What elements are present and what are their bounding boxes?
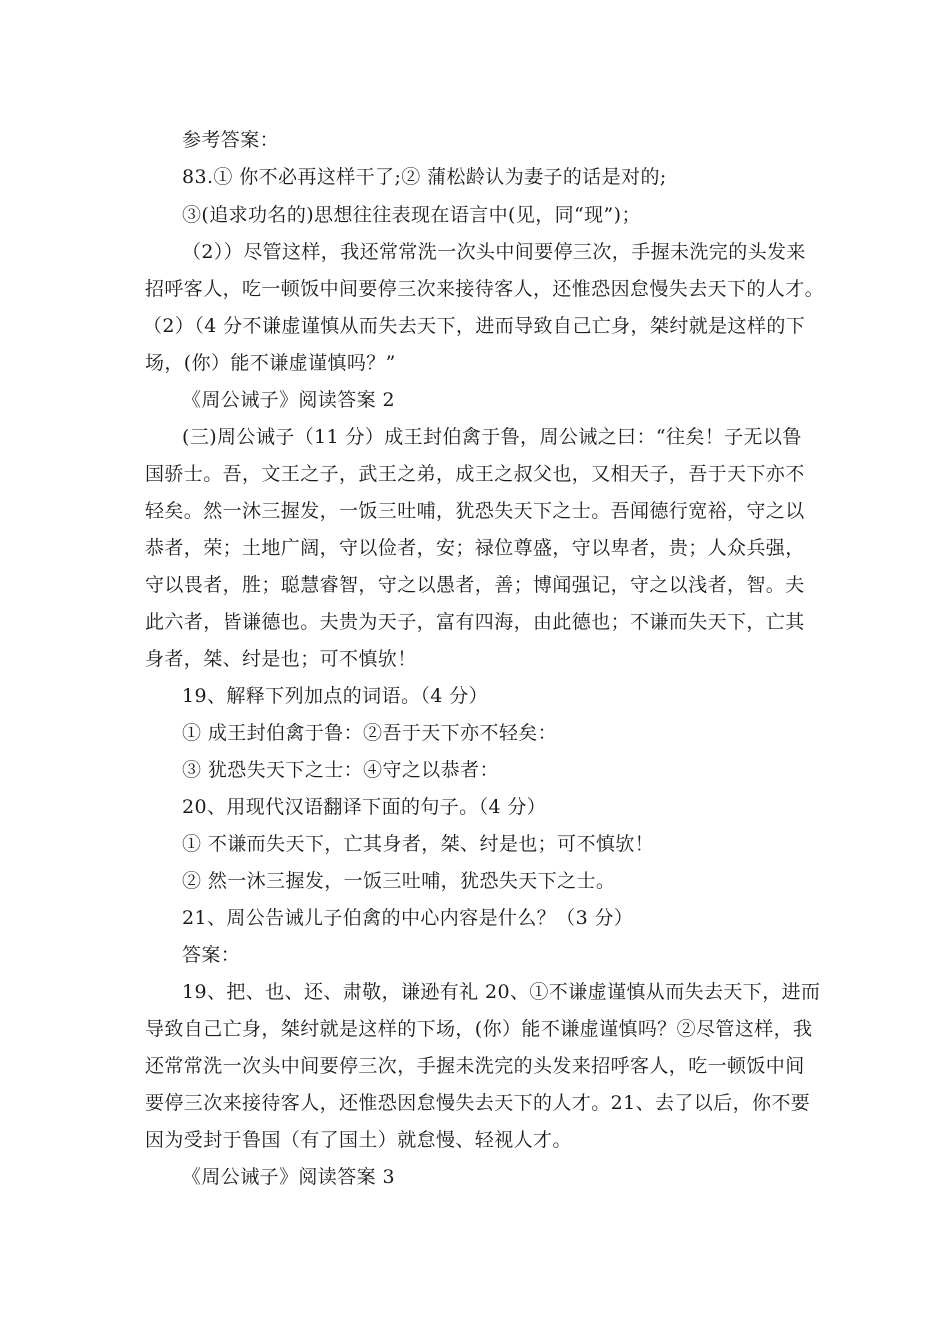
text-line: 因为受封于鲁国（有了国土）就怠慢、轻视人才。 — [145, 1129, 572, 1151]
text-line: （2））尽管这样，我还常常洗一次头中间要停三次，手握未洗完的头发来 — [182, 241, 806, 263]
text-line: 83.① 你不必再这样干了;② 蒲松龄认为妻子的话是对的; — [182, 166, 667, 188]
text-line: 场，(你）能不谦虚谨慎吗？” — [145, 352, 396, 374]
text-line: 招呼客人，吃一顿饭中间要停三次来接待客人，还惟恐因怠慢失去天下的人才。 — [145, 278, 825, 300]
text-line: ② 然一沐三握发，一饭三吐哺，犹恐失天下之士。 — [182, 870, 616, 892]
text-line: 导致自己亡身，桀纣就是这样的下场，(你）能不谦虚谨慎吗？②尽管这样，我 — [145, 1018, 813, 1040]
text-line: 19、把、也、还、肃敬，谦逊有礼 20、①不谦虚谨慎从而失去天下，进而 — [182, 981, 821, 1003]
text-line: 还常常洗一次头中间要停三次，手握未洗完的头发来招呼客人，吃一顿饭中间 — [145, 1055, 805, 1077]
question-20: 20、用现代汉语翻译下面的句子。（4 分） — [182, 796, 547, 818]
text-line: 守以畏者，胜；聪慧睿智，守之以愚者，善；博闻强记，守之以浅者，智。夫 — [145, 574, 805, 596]
text-line: ① 成王封伯禽于鲁：②吾于天下亦不轻矣： — [182, 722, 558, 744]
text-line: 轻矣。然一沐三握发，一饭三吐哺，犹恐失天下之士。吾闻德行宽裕，守之以 — [145, 500, 805, 522]
text-line: ① 不谦而失天下，亡其身者，桀、纣是也；可不慎欤！ — [182, 833, 655, 855]
answer-label: 答案： — [182, 944, 241, 966]
text-line: ③(追求功名的)思想往往表现在语言中(见，同“现”)； — [182, 204, 641, 226]
question-21: 21、周公告诫儿子伯禽的中心内容是什么？（3 分） — [182, 907, 634, 929]
text-line: (三)周公诫子（11 分）成王封伯禽于鲁，周公诫之曰：“往矣！子无以鲁 — [182, 426, 802, 448]
question-19: 19、解释下列加点的词语。（4 分） — [182, 685, 489, 707]
text-line: ③ 犹恐失天下之士：④守之以恭者： — [182, 759, 499, 781]
text-line: 要停三次来接待客人，还惟恐因怠慢失去天下的人才。21、去了以后，你不要 — [145, 1092, 811, 1114]
text-line: 身者，桀、纣是也；可不慎欤！ — [145, 648, 417, 670]
section-title: 《周公诫子》阅读答案 3 — [182, 1166, 395, 1188]
text-line: 恭者，荣；土地广阔，守以俭者，安；禄位尊盛，守以卑者，贵；人众兵强， — [145, 537, 805, 559]
text-line: 国骄士。吾，文王之子，武王之弟，成王之叔父也，又相天子，吾于天下亦不 — [145, 463, 805, 485]
text-line: 此六者，皆谦德也。夫贵为天子，富有四海，由此德也；不谦而失天下，亡其 — [145, 611, 805, 633]
text-line: （2）（4 分不谦虚谨慎从而失去天下，进而导致自己亡身，桀纣就是这样的下 — [143, 315, 806, 337]
section-title: 《周公诫子》阅读答案 2 — [182, 389, 395, 411]
answer-heading: 参考答案： — [182, 129, 280, 151]
